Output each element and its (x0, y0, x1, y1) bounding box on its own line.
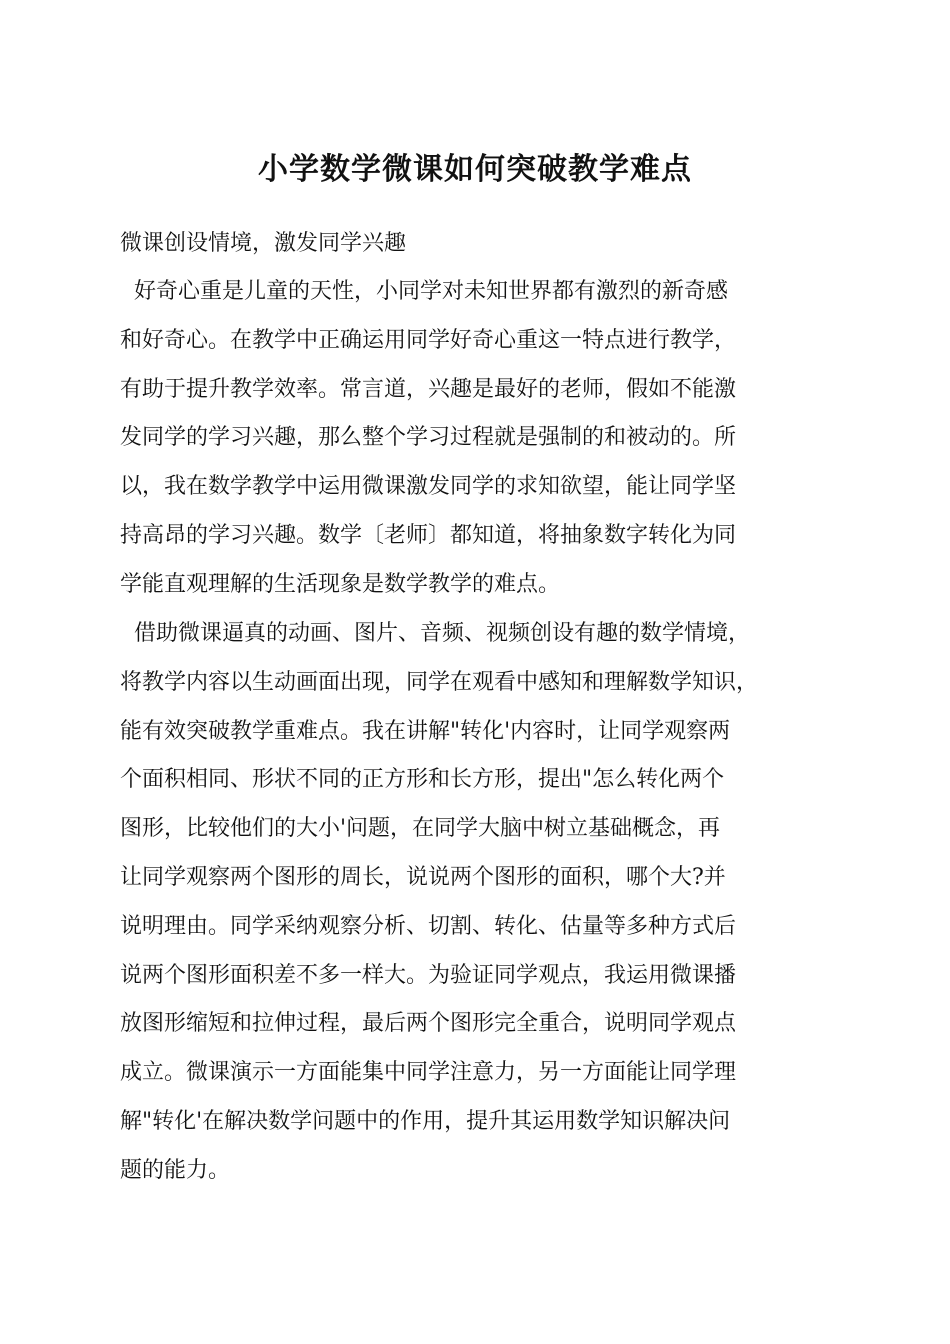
paragraph-line: 有助于提升教学效率。常言道，兴趣是最好的老师，假如不能激 (120, 376, 737, 402)
paragraph-line: 和好奇心。在教学中正确运用同学好奇心重这一特点进行教学， (120, 327, 737, 353)
paragraph-1 (120, 272, 840, 614)
document-title: 小学数学微课如何突破教学难点 (258, 152, 692, 187)
paragraph-line: 说明理由。同学采纳观察分析、切割、转化、估量等多种方式后 (120, 913, 737, 939)
paragraph-line: 学能直观理解的生活现象是数学教学的难点。 (120, 571, 561, 597)
paragraph-2 (120, 614, 840, 1200)
paragraph-line: 让同学观察两个图形的周长，说说两个图形的面积，哪个大?并 (120, 864, 726, 890)
paragraph-line: 说两个图形面积差不多一样大。为验证同学观点，我运用微课播 (120, 962, 737, 988)
paragraph-line: 借助微课逼真的动画、图片、音频、视频创设有趣的数学情境， (120, 621, 750, 646)
paragraph-line: 个面积相同、形状不同的正方形和长方形，提出"怎么转化两个 (120, 767, 725, 793)
section-heading: 微课创设情境，激发同学兴趣 (120, 231, 407, 256)
paragraph-line: 图形，比较他们的大小'问题，在同学大脑中树立基础概念，再 (120, 816, 721, 842)
paragraph-line: 将教学内容以生动画面出现，同学在观看中感知和理解数学知识， (120, 669, 759, 695)
paragraph-line: 持高昂的学习兴趣。数学〔老师〕都知道，将抽象数字转化为同 (120, 522, 737, 548)
paragraph-line: 题的能力。 (120, 1157, 231, 1183)
paragraph-line: 好奇心重是儿童的天性，小同学对未知世界都有激烈的新奇感 (120, 279, 728, 304)
paragraph-line: 成立。微课演示一方面能集中同学注意力，另一方面能让同学理 (120, 1060, 737, 1086)
paragraph-line: 放图形缩短和拉伸过程，最后两个图形完全重合，说明同学观点 (120, 1011, 737, 1037)
paragraph-line: 发同学的学习兴趣，那么整个学习过程就是强制的和被动的。所 (120, 425, 737, 451)
paragraph-line: 解"转化'在解决数学问题中的作用，提升其运用数学知识解决问 (120, 1108, 731, 1134)
paragraph-line: 以，我在数学教学中运用微课激发同学的求知欲望，能让同学坚 (120, 474, 737, 500)
paragraph-line: 能有效突破教学重难点。我在讲解"转化'内容时，让同学观察两 (120, 718, 731, 744)
